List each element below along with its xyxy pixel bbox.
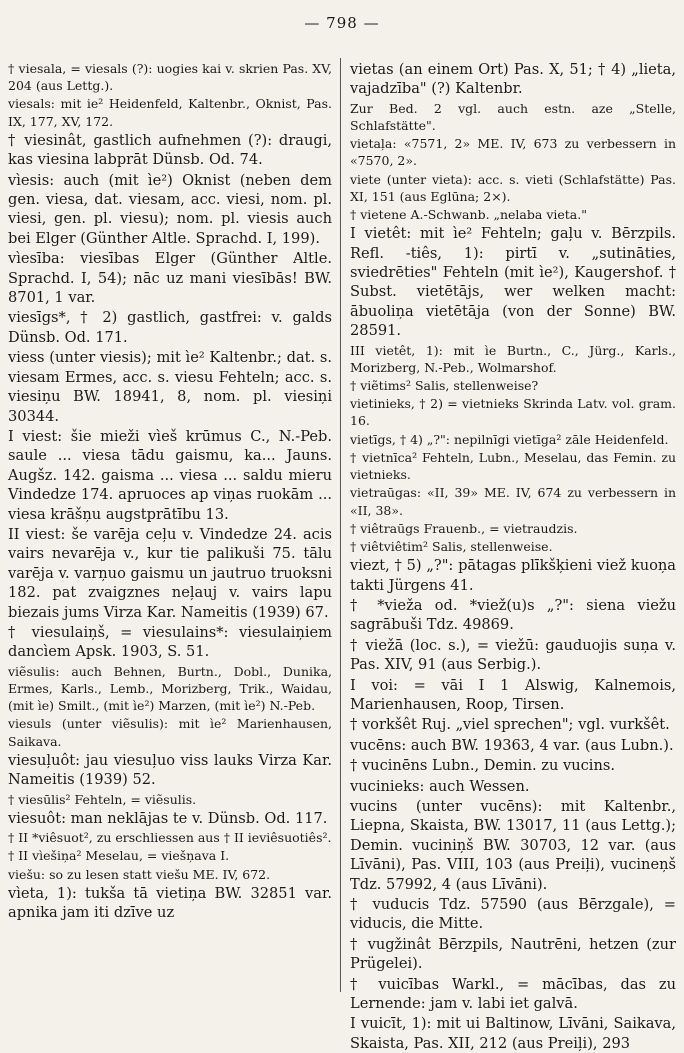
dictionary-entry: viesals: mit ie² Heidenfeld, Kaltenbr., Oknist, Pas. IX, 177, XV, 172.: [8, 96, 332, 129]
dictionary-entry: vietinieks, † 2) = vietnieks Skrinda Latv. vol. gram. 16.: [350, 396, 676, 429]
dictionary-entry: vietaļa: «7571, 2» ME. IV, 673 zu verbessern in «7570, 2».: [350, 136, 676, 169]
right-column: [346, 60, 678, 1052]
dictionary-entry: vìeta, 1): tukša tā vietiņa BW. 32851 var. apnika jam iti dzīve uz: [8, 884, 332, 922]
dictionary-entry: † viesūlis² Fehteln, = viẽsulis.: [8, 791, 197, 807]
dictionary-entry: vucēns: auch BW. 19363, 4 var. (aus Lubn.).: [350, 736, 674, 754]
dictionary-entry: † viẽtims² Salis, stellenweise?: [350, 378, 539, 394]
dictionary-entry: † viesulaiņš, = viesulains*: viesulaiņiem dancìem Apsk. 1903, S. 51.: [8, 623, 332, 661]
dictionary-entry: † vucinēns Lubn., Demin. zu vucins.: [350, 757, 615, 775]
dictionary-entry: † vietene A.-Schwanb. „nelaba vieta.": [350, 207, 587, 223]
dictionary-entry: vietraūgas: «II, 39» ME. IV, 674 zu verbessern in «II, 38».: [350, 485, 676, 518]
dictionary-entry: † vuducis Tdz. 57590 (aus Bērzgale), = viducis, die Mitte.: [350, 896, 676, 933]
dictionary-entry: viezt, † 5) „?": pātagas plīkšķieni viež kuoņa takti Jürgens 41.: [350, 557, 676, 594]
column-divider: [340, 58, 341, 992]
dictionary-entry: † II vìešiņa² Meselau, = viešņava I.: [8, 848, 230, 864]
dictionary-entry: viesuls (unter viẽsulis): mit ìe² Marienhausen, Saikava.: [8, 716, 332, 749]
dictionary-entry: † *vieža od. *viež(u)s „?": siena viežu sagrābuši Tdz. 49869.: [350, 596, 676, 634]
dictionary-entry: viesīgs*, † 2) gastlich, gastfrei: v. galds Dünsb. Od. 171.: [8, 309, 332, 346]
dictionary-entry: † viesinât, gastlich aufnehmen (?): draugi, kas viesina labprāt Dünsb. Od. 74.: [8, 131, 332, 169]
dictionary-entry: III vietêt, 1): mit ìe Burtn., C., Jürg., Karls., Morizberg, N.-Peb., Wolmarshof.: [350, 342, 676, 375]
dictionary-entry: Zur Bed. 2 vgl. auch estn. aze „Stelle, Schlafstätte".: [350, 100, 676, 134]
dictionary-entry: vucins (unter vucēns): mit Kaltenbr., Liepna, Skaista, BW. 13017, 11 (aus Lettg.); Demin. vuciniņš BW. 30703, 12 var. (aus Līvāni), Pas. VIII, 103 (aus Preiļi), vucineņš Tdz. 57992, 4 (aus Līvāni).: [350, 797, 676, 893]
dictionary-entry: viesuôt: man neklājas te v. Dünsb. Od. 117.: [8, 809, 328, 827]
dictionary-entry: vietīgs, † 4) „?": nepilnīgi vietīga² zāle Heidenfeld.: [350, 431, 669, 447]
dictionary-entry: vìesība: viesības Elger (Günther Altle. Sprachd. I, 54); nāc uz mani viesībās! BW. 8701, 1 var.: [8, 250, 332, 307]
dictionary-entry: viesuļuôt: jau viesuļuo viss lauks Virza Kar. Nameitis (1939) 52.: [8, 751, 332, 789]
dictionary-entry: † vugžinât Bērzpils, Nautrēni, hetzen (zur Prügelei).: [350, 935, 676, 973]
dictionary-entry: vietas (an einem Ort) Pas. X, 51; † 4) „lieta, vajadzība" (?) Kaltenbr.: [350, 61, 676, 98]
dictionary-entry: viess (unter viesis); mit ìe² Kaltenbr.; dat. s. viesam Ermes, acc. s. viesu Fehteln; acc. s. viesiņu BW. 18941, 8, nom. pl. viesiņi 30344.: [8, 349, 332, 425]
dictionary-entry: † viêtraūgs Frauenb., = vietraudzis.: [350, 520, 578, 536]
dictionary-entry: I vietêt: mit ìe² Fehteln; gaļu v. Bērzpils. Refl. -tiês, 1): pirtī v. „sutināties, sviedrēties" Fehteln (mit ìe²), Kaugershof. † Subst. vietētājs, wer welken macht: ābuoliņa vietētāja (von der Sonne) BW. 28591.: [350, 225, 676, 340]
dictionary-entry: I vuicīt, 1): mit ui Baltinow, Līvāni, Saikava, Skaista, Pas. XII, 212 (aus Preiļi), 293: [350, 1015, 676, 1052]
dictionary-entry: I viest: šie mieži vìeš krūmus C., N.-Peb. saule ... viesa tādu gaismu, ka... Jauns. Augšz. 142. gaisma ... viesa ... saldu mieru Vindedze 174. apruoces ap viņas ruokām ... viesa krāšņu augstprātību 13.: [8, 427, 332, 523]
dictionary-entry: † viežā (loc. s.), = viežū: gauduojis suņa v. Pas. XIV, 91 (aus Serbig.).: [350, 636, 676, 674]
dictionary-entry: † viêtviêtim² Salis, stellenweise.: [350, 538, 553, 554]
dictionary-entry: viẽsulis: auch Behnen, Burtn., Dobl., Dunika, Ermes, Karls., Lemb., Morizberg, Trik., Waidau, (mit ìe) Smilt., (mit ìe²) Marzen, (mit ìe²) N.-Peb.: [8, 663, 332, 714]
dictionary-entry: † II *viêsuot², zu erschliessen aus † II ieviêsuotiês².: [8, 830, 332, 846]
dictionary-entry: vìesis: auch (mit ìe²) Oknist (neben dem gen. viesa, dat. viesam, acc. viesi, nom. pl. viesi, gen. pl. viesu); nom. pl. viesis auch bei Elger (Günther Altle. Sprachd. I, 199).: [8, 171, 332, 247]
dictionary-entry: † vietnīca² Fehteln, Lubn., Meselau, das Femin. zu vietnieks.: [350, 449, 676, 483]
dictionary-entry: † viesala, = viesals (?): uogies kai v. skrien Pas. XV, 204 (aus Lettg.).: [8, 61, 332, 94]
dictionary-entry: II viest: še varēja ceļu v. Vindedze 24. acis vairs nevarēja v., kur tie palikuši 75. tālu varēja v. varņuo gaismu un jautruo truoksni 182. pat zvaigznes neļauj v. vairs lapu biezais jums Virza Kar. Nameitis (1939) 67.: [8, 525, 332, 621]
left-column: [6, 60, 336, 994]
dictionary-entry: viešu: so zu lesen statt viešu ME. IV, 672.: [8, 866, 271, 882]
dictionary-entry: vucinieks: auch Wessen.: [350, 777, 530, 795]
dictionary-entry: viete (unter vieta): acc. s. vieti (Schlafstätte) Pas. XI, 151 (aus Eglūna; 2×).: [350, 171, 676, 204]
dictionary-entry: † vorkšêt Ruj. „viel sprechen"; vgl. vurkšêt.: [350, 716, 670, 734]
page-number: — 798 —: [304, 14, 380, 32]
dictionary-entry: † vuicības Warkl., = mācības, das zu Lernende: jam v. labi iet galvā.: [350, 975, 676, 1013]
dictionary-entry: I voi: = vāi I 1 Alswig, Kalnemois, Marienhausen, Roop, Tirsen.: [350, 676, 676, 713]
